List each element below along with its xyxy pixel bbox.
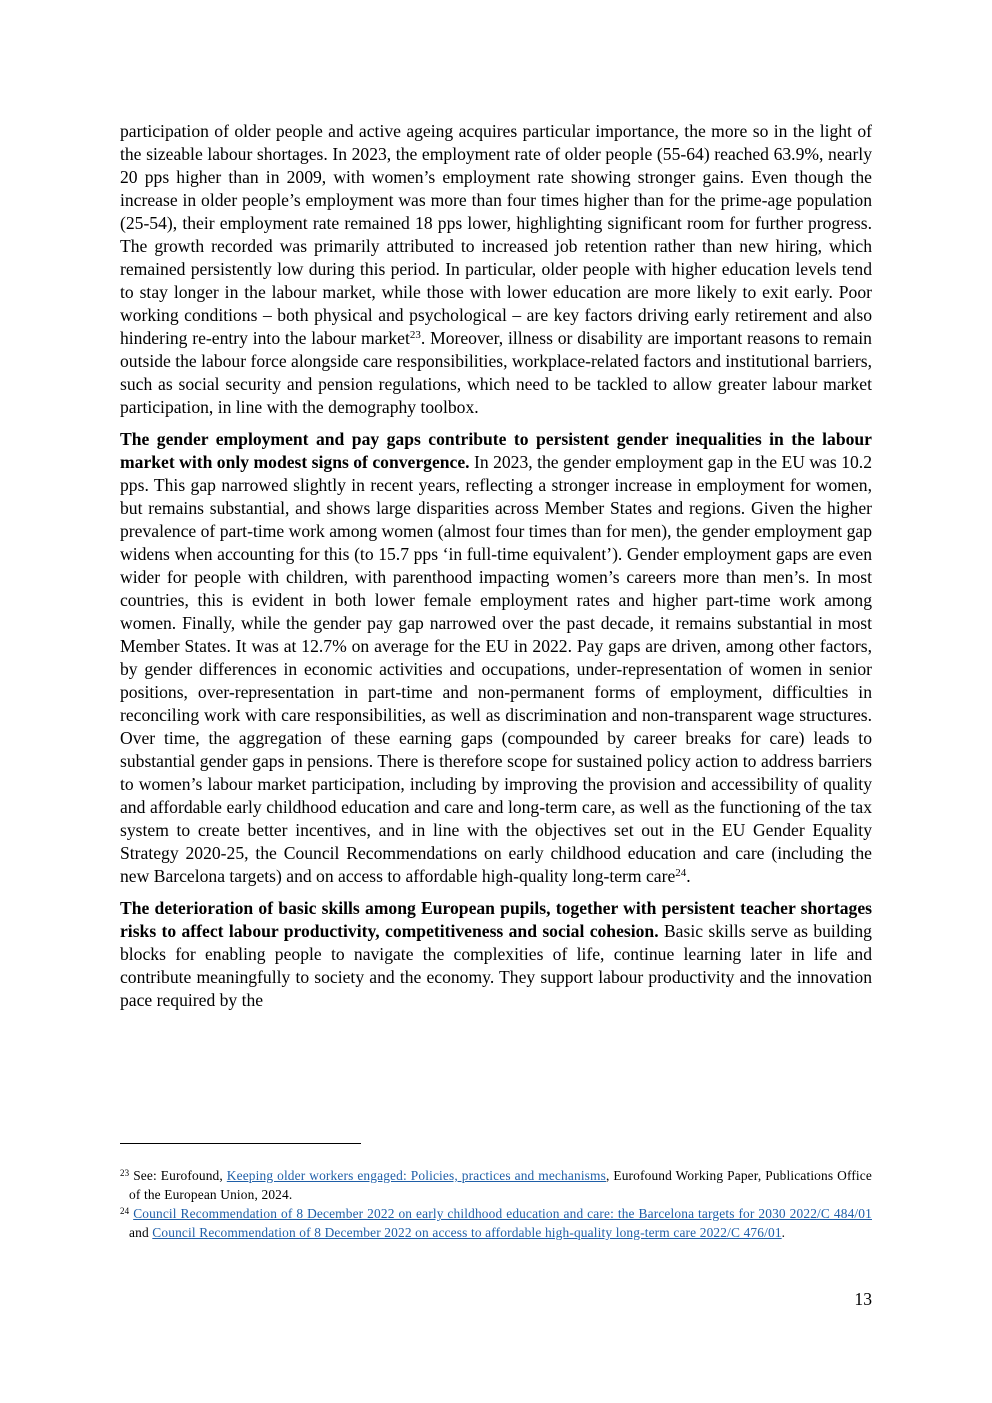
paragraph-basic-skills bbox=[120, 897, 872, 1012]
paragraph-older-workers bbox=[120, 120, 872, 419]
paragraph-text: Basic skills serve as building blocks for enabling people to navigate the complexities of life, continue learning later in life and contribute meaningfully to society and the economy. They support labour productivity and the innovation pace required by the bbox=[120, 921, 872, 1010]
footnotes bbox=[120, 1166, 872, 1242]
footnote-number: 23 bbox=[120, 1168, 130, 1178]
footnote-link-barcelona-targets[interactable]: Council Recommendation of 8 December 2022 on early childhood education and care: the Barcelona targets for 2030 2022/C 484/01 bbox=[133, 1206, 872, 1221]
footnote-ref-24[interactable]: 24 bbox=[675, 867, 687, 879]
footnote-ref-23[interactable]: 23 bbox=[409, 329, 421, 341]
footnote-separator bbox=[120, 1143, 361, 1144]
paragraph-text: participation of older people and active ageing acquires particular importance, the more so in the light of the sizeable labour shortages. In 2023, the employment rate of older people (55-64) reached 63.9%, nearly 20 pps higher than in 2009, with women’s employment rate showing stronger gains. Even though the increase in older people’s employment was more than four times higher than for the prime-age population (25-54), their employment rate remained 18 pps lower, highlighting significant room for further progress. The growth recorded was primarily attributed to increased job retention rather than new hiring, which remained persistently low during this period. In particular, older people with higher education levels tend to stay longer in the labour market, while those with lower education are more likely to exit early. Poor working conditions – both physical and psychological – are key factors driving early retirement and also hindering re-entry into the labour market bbox=[120, 121, 872, 348]
footnote-link-eurofound[interactable]: Keeping older workers engaged: Policies, practices and mechanisms bbox=[226, 1168, 606, 1183]
footnote-24 bbox=[120, 1204, 872, 1242]
paragraph-text: . bbox=[686, 866, 691, 886]
paragraph-lead-bold: The deterioration of basic skills among European pupils, together with persistent teacher shortages risks to affect labour productivity, competitiveness and social cohesion. bbox=[120, 898, 872, 941]
footnote-text: . bbox=[781, 1225, 786, 1240]
page-number: 13 bbox=[854, 1289, 872, 1309]
footnote-text: See: Eurofound, bbox=[129, 1168, 227, 1183]
paragraph-lead-bold: The gender employment and pay gaps contribute to persistent gender inequalities in the labour market with only modest signs of convergence. bbox=[120, 429, 872, 472]
footnote-number: 24 bbox=[120, 1206, 130, 1216]
footnote-text: , Eurofound Working Paper, Publications Office of the European Union, 2024. bbox=[129, 1168, 872, 1202]
footnote-link-long-term-care[interactable]: Council Recommendation of 8 December 2022 on access to affordable high-quality long-term care 2022/C 476/01 bbox=[152, 1225, 782, 1240]
paragraph-text: In 2023, the gender employment gap in the EU was 10.2 pps. This gap narrowed slightly in recent years, reflecting a stronger increase in employment for women, but remains substantial, and shows large disparities across Member States and regions. Given the higher prevalence of part-time work among women (almost four times than for men), the gender employment gap widens when accounting for this (to 15.7 pps ‘in full-time equivalent’). Gender employment gaps are even wider for people with children, with parenthood impacting women’s careers more than men’s. In most countries, this is evident in both lower female employment rates and higher part-time work among women. Finally, while the gender pay gap narrowed over the past decade, it remains substantial in most Member States. It was at 12.7% on average for the EU in 2022. Pay gaps are driven, among other factors, by gender differences in economic activities and occupations, under-representation of women in senior positions, over-representation in part-time and non-permanent forms of employment, difficulties in reconciling work with care responsibilities, as well as discrimination and non-transparent wage structures. Over time, the aggregation of these earning gaps (compounded by career breaks for care) leads to substantial gender gaps in pensions. There is therefore scope for sustained policy action to address barriers to women’s labour market participation, including by improving the provision and accessibility of quality and affordable early childhood education and care and long-term care, as well as the functioning of the tax system to create better incentives, and in line with the objectives set out in the EU Gender Equality Strategy 2020-25, the Council Recommendations on early childhood education and care (including the new Barcelona targets) and on access to affordable high-quality long-term care bbox=[120, 452, 872, 886]
footnote-text: and bbox=[129, 1225, 153, 1240]
paragraph-gender-gaps bbox=[120, 428, 872, 888]
footnote-23 bbox=[120, 1166, 872, 1204]
body-text bbox=[120, 120, 872, 1021]
paragraph-text: . Moreover, illness or disability are important reasons to remain outside the labour force alongside care responsibilities, workplace-related factors and institutional barriers, such as social security and pension regulations, which need to be tackled to allow greater labour market participation, in line with the demography toolbox. bbox=[120, 328, 872, 417]
